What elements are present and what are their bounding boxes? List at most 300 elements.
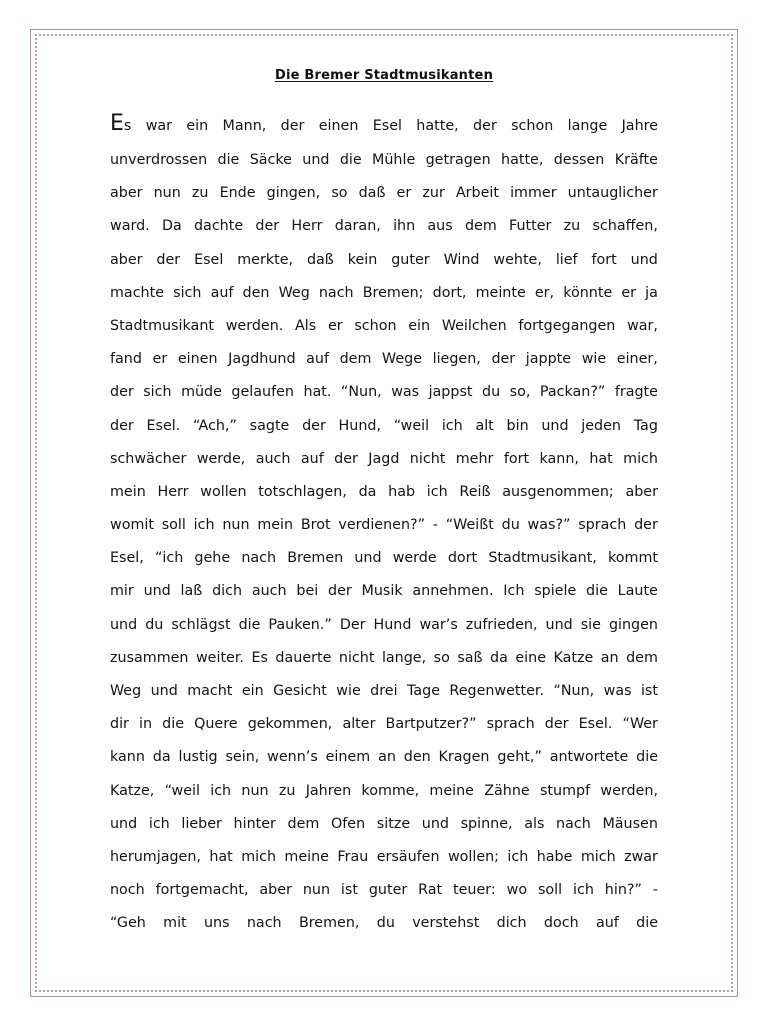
word: Weg [278, 284, 310, 301]
word: so, [509, 384, 531, 401]
word: Bremen, [298, 915, 360, 932]
word: Ende [219, 185, 256, 202]
word: eine [515, 649, 546, 666]
word: werde [392, 550, 437, 567]
word: schwächer [110, 450, 187, 467]
word: er, [534, 284, 555, 301]
word: Hund [373, 616, 412, 633]
word: so [331, 185, 348, 202]
word: auch [255, 450, 291, 467]
word: jappst [428, 384, 473, 401]
word: ersäufen [376, 848, 440, 865]
word: der [110, 417, 134, 434]
word: ich [426, 483, 448, 500]
word: die [339, 152, 362, 168]
word: an [600, 649, 619, 666]
word: dich [496, 915, 527, 932]
word: was [391, 384, 420, 401]
word: in [139, 716, 153, 733]
word: sich [173, 284, 202, 301]
word: hatte, [501, 152, 544, 168]
word: hatte, [416, 118, 459, 134]
word: der [156, 251, 181, 268]
text-line [110, 741, 658, 774]
text-line [110, 443, 658, 476]
word: geht,” [497, 749, 542, 766]
word: kann, [539, 450, 579, 467]
word: mit [163, 915, 187, 932]
word: Säcke [249, 152, 292, 168]
word: und [354, 550, 382, 567]
word: der [334, 450, 358, 467]
text-line [110, 410, 658, 443]
word: “Geh [110, 915, 146, 932]
word: hab [388, 483, 416, 500]
word: die [636, 915, 658, 932]
word: Mann, [222, 118, 267, 134]
word: aus [427, 218, 453, 235]
word: auf [595, 915, 619, 932]
word: einer, [616, 351, 658, 368]
word: Laute [617, 583, 658, 600]
word: spiele [534, 583, 577, 600]
word: ist [640, 683, 658, 699]
word: nun [153, 185, 181, 202]
word: nach [246, 915, 282, 932]
word: kein [347, 251, 378, 268]
word: Da [161, 218, 182, 235]
word: annehmen. [412, 583, 494, 600]
word: die [217, 152, 240, 168]
text-line [110, 108, 658, 144]
word: Katze, [110, 782, 155, 799]
word: der [280, 118, 305, 134]
word: dem [626, 649, 658, 666]
word: da [152, 749, 171, 766]
word: und [150, 683, 178, 699]
word: hat [209, 848, 233, 865]
text-line [110, 509, 658, 542]
word: jappte [525, 351, 572, 368]
word: war [145, 118, 173, 134]
word: macht [187, 683, 233, 699]
word: fragte [614, 384, 658, 401]
word: stumpf [539, 782, 591, 799]
word: gingen [608, 616, 658, 633]
word: werde, [196, 450, 246, 467]
word: Packan?” [539, 384, 606, 401]
word: hat [589, 450, 613, 467]
word: Jagdhund [228, 351, 296, 368]
word: du [482, 384, 501, 401]
word: die [636, 749, 658, 766]
word: schon [354, 317, 397, 334]
word: ein [241, 683, 264, 699]
word: die [586, 583, 608, 600]
word: Regenwetter. [449, 683, 545, 699]
word: spinne, [460, 815, 513, 832]
word: merkte, [237, 251, 294, 268]
word: ich [573, 882, 594, 899]
word: der [634, 517, 658, 534]
word: Ofen [331, 815, 366, 832]
word: Esel. [146, 417, 181, 434]
word: ein [186, 118, 209, 134]
word: herumjagen, [110, 848, 201, 865]
word: mir [110, 583, 134, 600]
word: schaffen, [592, 218, 658, 235]
text-line [110, 775, 658, 808]
word: da [490, 649, 508, 666]
word: schon [511, 118, 554, 134]
word: und [541, 417, 569, 434]
text-line [110, 244, 658, 277]
word: unverdrossen [110, 152, 208, 168]
word: Jagd [368, 450, 400, 467]
word: Als [295, 317, 317, 334]
word: Weilchen [441, 317, 507, 334]
word: ja [645, 284, 658, 301]
word: du [501, 517, 520, 534]
word: Bremen [287, 550, 344, 567]
word: aber [259, 882, 292, 899]
word: alter [342, 716, 376, 733]
word: Esel. [578, 716, 613, 733]
word: du [145, 616, 164, 633]
word: auf [210, 284, 234, 301]
word: nun [241, 782, 269, 799]
word: getragen [425, 152, 491, 168]
word: Mäusen [602, 815, 658, 832]
word: dachte [193, 218, 244, 235]
word: womit [110, 517, 154, 534]
word: alt [475, 417, 494, 434]
word: lange [567, 118, 608, 134]
word: und [630, 251, 658, 268]
word: gekommen, [247, 716, 333, 733]
word: bei [296, 583, 319, 600]
word: was [603, 683, 632, 699]
word: Futter [509, 218, 552, 235]
word: daran, [334, 218, 381, 235]
word: sich [143, 384, 172, 401]
word: ward. [110, 218, 150, 235]
word: daß [358, 185, 386, 202]
word: mich [623, 450, 658, 467]
text-line [110, 343, 658, 376]
word: verstehst [412, 915, 480, 932]
word: laß [180, 583, 203, 600]
word: Gesicht [273, 683, 327, 699]
word: Tage [407, 683, 440, 699]
word: zwar [624, 848, 658, 865]
word: und [143, 583, 171, 600]
text-line [110, 476, 658, 509]
word: mich [580, 848, 616, 865]
word: den [403, 749, 431, 766]
word: auch [251, 583, 287, 600]
word: nach [241, 550, 277, 567]
word: wie [581, 351, 607, 368]
word: auf [306, 351, 329, 368]
word: weiter. [195, 649, 244, 666]
word: Musik [361, 583, 403, 600]
word: zusammen [110, 649, 189, 666]
word: Frau [337, 848, 369, 865]
word: machte [110, 284, 165, 301]
text-line [110, 575, 658, 608]
word: er [327, 317, 343, 334]
text-line [110, 310, 658, 343]
word: dort, [432, 284, 467, 301]
word: Rat [418, 882, 443, 899]
word: Quere [194, 716, 238, 733]
word: aber [625, 483, 658, 500]
word: könnte [563, 284, 613, 301]
word: er [621, 284, 637, 301]
word: fortgegangen [518, 317, 616, 334]
word: dir [110, 716, 129, 733]
word: ich [148, 815, 170, 832]
word: “weil [393, 417, 430, 434]
word: Es [251, 649, 268, 666]
word: was?” [527, 517, 571, 534]
word: zur [422, 185, 445, 202]
word: Esel [194, 251, 224, 268]
word: Hund, [338, 417, 382, 434]
word: sprach [486, 716, 535, 733]
text-line [110, 376, 658, 409]
word: an [378, 749, 396, 766]
drop-cap: E [110, 111, 124, 136]
word: er [396, 185, 412, 202]
word: Pauken.” [268, 616, 332, 633]
word: einen [318, 118, 359, 134]
word: Jahren [305, 782, 352, 799]
text-line [110, 210, 658, 243]
word: guter [391, 251, 430, 268]
word: mich [241, 848, 277, 865]
word: zufrieden, [465, 616, 538, 633]
word: Herr [291, 218, 323, 235]
word: “Nun, [340, 384, 382, 401]
word: fand [110, 351, 142, 368]
word: meinte [475, 284, 526, 301]
word: Wege [382, 351, 422, 368]
word: nach [556, 815, 591, 832]
text-line [110, 675, 658, 708]
word: kommt [608, 550, 658, 567]
word: der [110, 384, 134, 401]
word: Esel [372, 118, 402, 134]
word: Brot [300, 517, 331, 534]
word: soll [537, 882, 563, 899]
word: drei [370, 683, 398, 699]
word: “Nun, [553, 683, 595, 699]
word: du [376, 915, 395, 932]
word: werden. [225, 317, 284, 334]
word: ihn [393, 218, 416, 235]
word: ist [340, 882, 358, 899]
word: kann [110, 749, 145, 766]
word: Kräfte [614, 152, 658, 168]
word: wie [336, 683, 361, 699]
word: soll [161, 517, 186, 534]
word: - [652, 882, 658, 899]
word: verdienen?” [338, 517, 426, 534]
word: ausgenommen; [502, 483, 614, 500]
word: mehr [455, 450, 494, 467]
page-title: Die Bremer Stadtmusikanten [274, 68, 494, 83]
word: dem [287, 815, 320, 832]
text-line [110, 808, 658, 841]
word: dauerte [275, 649, 332, 666]
word: zu [191, 185, 209, 202]
word: Bartputzer?” [385, 716, 477, 733]
word: Esel, [110, 550, 144, 567]
word: dich [212, 583, 243, 600]
word: Bremen; [362, 284, 424, 301]
word: so [433, 649, 450, 666]
text-line [110, 708, 658, 741]
word: hinter [233, 815, 276, 832]
word: “ich [154, 550, 184, 567]
word: ich [210, 782, 232, 799]
text-line [110, 609, 658, 642]
word: müde [181, 384, 222, 401]
word: der [491, 351, 516, 368]
word: Wind [443, 251, 480, 268]
word: und [421, 815, 449, 832]
word: doch [543, 915, 579, 932]
word: den [242, 284, 270, 301]
word: mein [257, 517, 294, 534]
word: der [302, 417, 326, 434]
word: “weil [164, 782, 200, 799]
word: lief [555, 251, 578, 268]
word: totschlagen, [258, 483, 347, 500]
word: zu [278, 782, 296, 799]
word: Stadtmusikant, [488, 550, 597, 567]
word: mein [110, 483, 146, 500]
word: liegen, [432, 351, 481, 368]
word: sein, [225, 749, 260, 766]
word: fort [503, 450, 530, 467]
word: sitze [376, 815, 411, 832]
word: als [524, 815, 545, 832]
word: immer [510, 185, 557, 202]
word: werden, [600, 782, 658, 799]
word: er [152, 351, 168, 368]
word: daß [306, 251, 334, 268]
word: Weg [110, 683, 142, 699]
word: der [544, 716, 569, 733]
word: die [238, 616, 261, 633]
word: Es [110, 111, 132, 136]
word: Reiß [459, 483, 491, 500]
word: aber [110, 185, 143, 202]
word: Tag [633, 417, 658, 434]
word: einen [177, 351, 218, 368]
word: jeden [581, 417, 621, 434]
text-line [110, 177, 658, 210]
word: “Ach,” [192, 417, 237, 434]
word: hat. [303, 384, 332, 401]
text-line [110, 841, 658, 874]
text-line [110, 642, 658, 675]
word: auf [300, 450, 324, 467]
word: der [255, 218, 280, 235]
word: dessen [553, 152, 605, 168]
word: nun [222, 517, 250, 534]
word: und [110, 616, 138, 633]
word: dem [464, 218, 497, 235]
word: Herr [157, 483, 189, 500]
word: gelaufen [231, 384, 294, 401]
word: teuer: [453, 882, 496, 899]
word: wollen [200, 483, 247, 500]
word: einem [325, 749, 371, 766]
word: dort [447, 550, 478, 567]
text-line [110, 144, 658, 177]
word: sie [580, 616, 601, 633]
word: wehte, [493, 251, 542, 268]
word: war, [627, 317, 658, 334]
word: ich [193, 517, 215, 534]
word: Kragen [438, 749, 490, 766]
word: schlägst [171, 616, 231, 633]
word: lieber [181, 815, 222, 832]
word: nach [318, 284, 354, 301]
word: Mühle [372, 152, 416, 168]
word: saß [457, 649, 483, 666]
word: aber [110, 251, 143, 268]
word: sprach [578, 517, 627, 534]
word: meine [284, 848, 329, 865]
text-line [110, 907, 658, 940]
word: zu [563, 218, 581, 235]
word: nun [302, 882, 331, 899]
word: und [545, 616, 573, 633]
word: noch [110, 882, 145, 899]
word: nicht [338, 649, 375, 666]
word: Katze [553, 649, 594, 666]
word: habe [536, 848, 573, 865]
word: uns [203, 915, 230, 932]
word: Jahre [621, 118, 658, 134]
word: “Weißt [445, 517, 494, 534]
word: lustig [178, 749, 218, 766]
word: der [328, 583, 352, 600]
word: und [110, 815, 138, 832]
word: fort [591, 251, 617, 268]
word: sagte [249, 417, 290, 434]
word: bin [506, 417, 529, 434]
word: und [302, 152, 330, 168]
word: ich [507, 848, 529, 865]
word: wo [506, 882, 528, 899]
word: gingen, [266, 185, 321, 202]
word: hin?” [604, 882, 642, 899]
word: die [162, 716, 185, 733]
word: Ich [503, 583, 525, 600]
text-line [110, 874, 658, 907]
word: nicht [409, 450, 446, 467]
story-body [110, 108, 658, 941]
word: fortgemacht, [155, 882, 249, 899]
word: Zähne [484, 782, 530, 799]
word: Arbeit [455, 185, 499, 202]
